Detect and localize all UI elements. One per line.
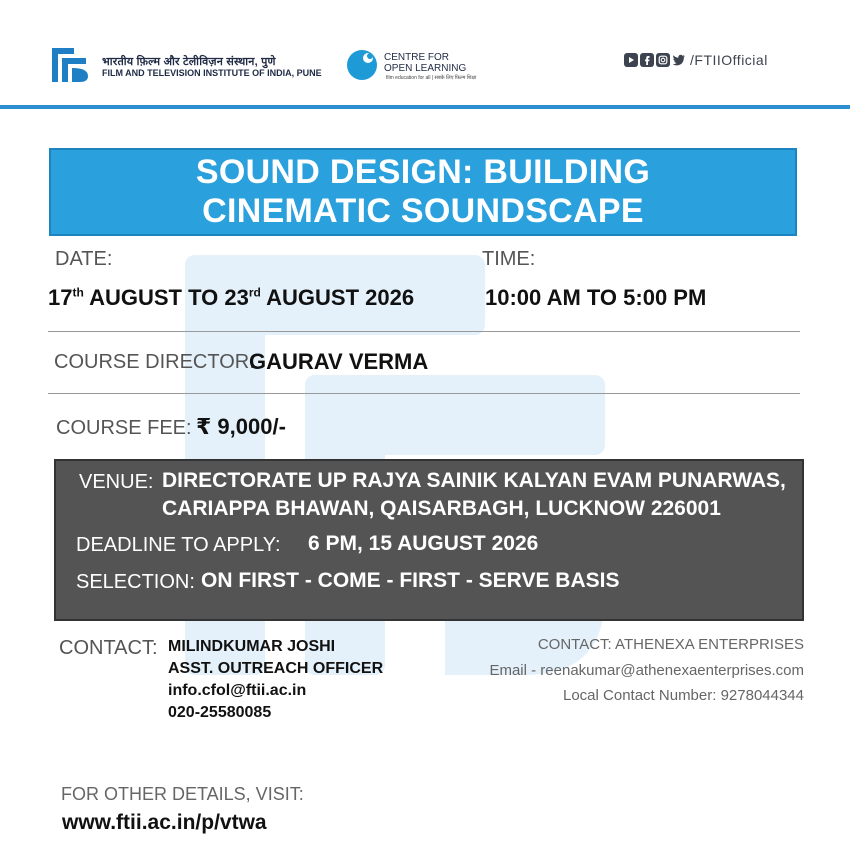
date-end-suffix: rd bbox=[248, 285, 261, 300]
course-fee-label: COURSE FEE: bbox=[56, 417, 192, 439]
ftii-logo-icon bbox=[50, 46, 90, 84]
time-value: 10:00 AM TO 5:00 PM bbox=[485, 285, 707, 310]
date-start-day: 17 bbox=[48, 285, 73, 310]
course-title-line1: SOUND DESIGN: BUILDING bbox=[195, 153, 651, 191]
header-divider bbox=[0, 105, 850, 109]
ftii-name-english: FILM AND TELEVISION INSTITUTE OF INDIA, PUNE bbox=[102, 68, 322, 78]
facebook-icon[interactable] bbox=[640, 53, 654, 67]
contact-name: MILINDKUMAR JOSHI bbox=[168, 638, 336, 655]
date-end: AUGUST 2026 bbox=[260, 285, 415, 310]
deadline-label: DEADLINE TO APPLY: bbox=[76, 534, 281, 556]
course-title bbox=[49, 153, 797, 231]
course-fee-value: ₹ 9,000/- bbox=[196, 414, 286, 439]
course-director-label: COURSE DIRECTOR: bbox=[54, 351, 255, 373]
cfol-name-line1: CENTRE FOR bbox=[384, 52, 449, 63]
social-handle: /FTIIOfficial bbox=[690, 52, 768, 68]
course-title-line2: CINEMATIC SOUNDSCAPE bbox=[202, 192, 644, 230]
visit-label: FOR OTHER DETAILS, VISIT: bbox=[61, 784, 304, 804]
cfol-name-line2: OPEN LEARNING bbox=[384, 63, 467, 74]
venue-line2: CARIAPPA BHAWAN, QAISARBAGH, LUCKNOW 226001 bbox=[162, 497, 721, 520]
date-middle: AUGUST TO 23 bbox=[83, 285, 249, 310]
venue-label: VENUE: bbox=[79, 471, 154, 493]
selection-label: SELECTION: bbox=[76, 571, 195, 593]
cfol-logo-icon bbox=[346, 48, 380, 82]
course-director-value: GAURAV VERMA bbox=[249, 349, 429, 374]
instagram-icon[interactable] bbox=[656, 53, 670, 67]
date-label: DATE: bbox=[55, 248, 113, 270]
local-contact-heading: CONTACT: ATHENEXA ENTERPRISES bbox=[537, 636, 804, 653]
twitter-icon[interactable] bbox=[672, 53, 686, 67]
youtube-icon[interactable] bbox=[624, 53, 638, 67]
date-value bbox=[48, 285, 414, 311]
divider-1 bbox=[48, 331, 800, 332]
local-contact-email[interactable]: Email - reenakumar@athenexaenterprises.com bbox=[489, 662, 804, 679]
time-label: TIME: bbox=[482, 248, 536, 270]
divider-2 bbox=[48, 393, 800, 394]
contact-label: CONTACT: bbox=[59, 637, 158, 659]
contact-designation: ASST. OUTREACH OFFICER bbox=[168, 660, 384, 677]
date-start-suffix: th bbox=[72, 285, 84, 300]
cfol-tagline: film education for all | सबके लिए फ़िल्म शिक्षा bbox=[386, 75, 477, 81]
selection-value: ON FIRST - COME - FIRST - SERVE BASIS bbox=[201, 569, 620, 592]
visit-url-link[interactable]: www.ftii.ac.in/p/vtwa bbox=[62, 811, 267, 834]
venue-line1: DIRECTORATE UP RAJYA SAINIK KALYAN EVAM PUNARWAS, bbox=[162, 469, 786, 492]
contact-email[interactable]: info.cfol@ftii.ac.in bbox=[168, 682, 307, 699]
ftii-name-hindi: भारतीय फ़िल्म और टेलीविज़न संस्थान, पुणे bbox=[102, 56, 276, 68]
local-contact-phone: Local Contact Number: 9278044344 bbox=[563, 687, 804, 704]
deadline-value: 6 PM, 15 AUGUST 2026 bbox=[308, 532, 539, 555]
social-links bbox=[624, 52, 768, 68]
contact-phone: 020-25580085 bbox=[168, 704, 272, 721]
